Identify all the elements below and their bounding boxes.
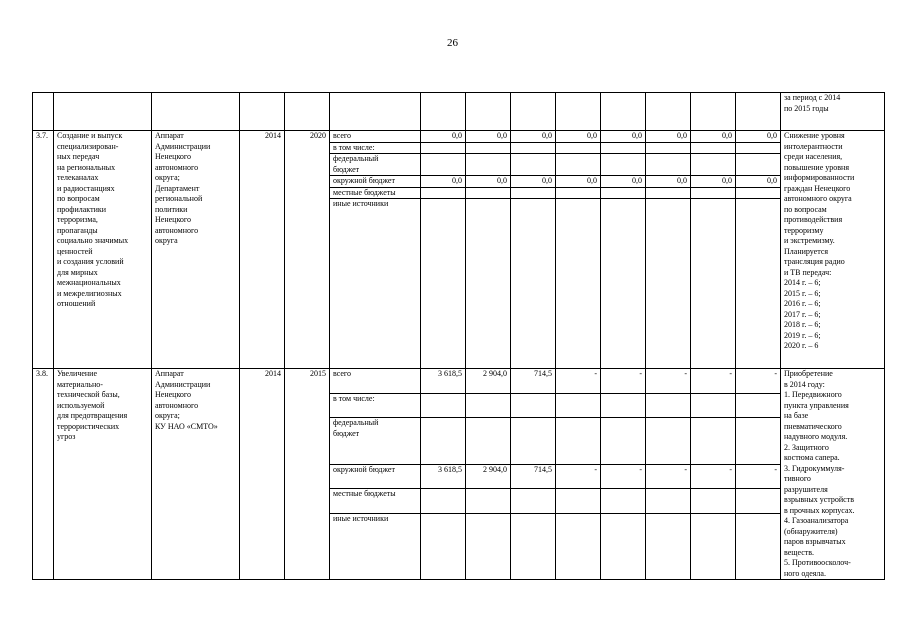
funding-value <box>556 489 601 514</box>
funding-value: 714,5 <box>511 464 556 489</box>
cell-value <box>421 93 466 131</box>
funding-source: иные источники <box>330 514 421 580</box>
funding-value: 0,0 <box>736 176 781 188</box>
table-row <box>33 131 885 143</box>
funding-value: 0,0 <box>691 176 736 188</box>
funding-value: - <box>646 464 691 489</box>
cell-start <box>240 93 285 131</box>
funding-value <box>556 154 601 176</box>
cell-value <box>466 93 511 131</box>
funding-value <box>691 142 736 154</box>
funding-value: 0,0 <box>556 131 601 143</box>
funding-value <box>556 187 601 199</box>
cell-name: Создание и выпуск специализирован- ных передач на региональных телеканалах и радиостанциях по вопросам профилактики терроризма, пропаганды социально значимых ценностей и создания условий для мирных межнациональных и межрелигиозных отношений <box>54 131 152 369</box>
cell-executor: Аппарат Администрации Ненецкого автономного округа; КУ НАО «СМТО» <box>152 369 240 580</box>
funding-value: - <box>556 464 601 489</box>
funding-value <box>736 187 781 199</box>
funding-value: 0,0 <box>511 176 556 188</box>
cell-end: 2015 <box>285 369 330 580</box>
funding-value <box>466 154 511 176</box>
funding-value: - <box>601 369 646 394</box>
funding-value <box>646 154 691 176</box>
funding-source: местные бюджеты <box>330 187 421 199</box>
funding-value <box>601 142 646 154</box>
funding-value: 0,0 <box>646 176 691 188</box>
funding-value <box>511 393 556 418</box>
funding-value <box>511 514 556 580</box>
funding-value <box>646 142 691 154</box>
cell-value <box>511 93 556 131</box>
cell-end: 2020 <box>285 131 330 369</box>
funding-value <box>736 142 781 154</box>
cell-source <box>330 93 421 131</box>
cell-start: 2014 <box>240 131 285 369</box>
cell-id: 3.8. <box>33 369 54 580</box>
funding-value <box>646 199 691 369</box>
funding-value: 714,5 <box>511 369 556 394</box>
funding-value: 0,0 <box>466 131 511 143</box>
funding-value <box>736 514 781 580</box>
cell-value <box>601 93 646 131</box>
funding-value: 0,0 <box>601 176 646 188</box>
funding-value <box>511 418 556 465</box>
funding-value <box>691 418 736 465</box>
funding-value: 0,0 <box>466 176 511 188</box>
funding-value <box>466 418 511 465</box>
funding-value <box>466 199 511 369</box>
cell-name <box>54 93 152 131</box>
funding-source: местные бюджеты <box>330 489 421 514</box>
table-row <box>33 369 885 394</box>
funding-value <box>466 489 511 514</box>
funding-value: 0,0 <box>646 131 691 143</box>
funding-value: - <box>646 369 691 394</box>
funding-value <box>601 514 646 580</box>
funding-value <box>736 393 781 418</box>
funding-value: - <box>691 369 736 394</box>
funding-value <box>511 489 556 514</box>
funding-value: 2 904,0 <box>466 369 511 394</box>
funding-value <box>556 142 601 154</box>
funding-value: - <box>736 464 781 489</box>
funding-value: 0,0 <box>511 131 556 143</box>
funding-value: - <box>556 369 601 394</box>
funding-source: иные источники <box>330 199 421 369</box>
funding-value: 0,0 <box>691 131 736 143</box>
funding-value <box>466 393 511 418</box>
funding-value <box>466 187 511 199</box>
cell-result: за период с 2014 по 2015 годы <box>781 93 885 131</box>
funding-value <box>511 187 556 199</box>
funding-source: федеральный бюджет <box>330 154 421 176</box>
funding-value: - <box>736 369 781 394</box>
funding-value <box>421 154 466 176</box>
funding-value <box>421 142 466 154</box>
funding-value: - <box>601 464 646 489</box>
funding-value <box>601 489 646 514</box>
funding-value: 0,0 <box>421 176 466 188</box>
cell-end <box>285 93 330 131</box>
cell-result: Снижение уровня интолерантности среди населения, повышение уровня информированности граждан Ненецкого автономного округа по вопросам противодействия терроризму и экстремизму. Планируется трансляция радио и ТВ передач: 2014 г. – 6; 2015 г. – 6; 2016 г. – 6; 2017 г. – 6; 2018 г. – 6; 2019 г. – 6; 2020 г. – 6 <box>781 131 885 369</box>
funding-source: всего <box>330 131 421 143</box>
funding-value <box>556 418 601 465</box>
funding-value <box>511 142 556 154</box>
funding-value <box>601 393 646 418</box>
funding-source: окружной бюджет <box>330 464 421 489</box>
funding-value: 3 618,5 <box>421 464 466 489</box>
funding-value <box>691 393 736 418</box>
funding-value <box>421 393 466 418</box>
funding-source: федеральный бюджет <box>330 418 421 465</box>
funding-value <box>601 199 646 369</box>
cell-value <box>556 93 601 131</box>
cell-executor: Аппарат Администрации Ненецкого автономного округа; Департамент региональной политики Ненецкого автономного округа <box>152 131 240 369</box>
funding-value <box>556 199 601 369</box>
funding-value <box>511 199 556 369</box>
cell-start: 2014 <box>240 369 285 580</box>
funding-value: 0,0 <box>556 176 601 188</box>
funding-value <box>691 514 736 580</box>
funding-value <box>646 514 691 580</box>
cell-id <box>33 93 54 131</box>
funding-value <box>691 199 736 369</box>
funding-value <box>421 187 466 199</box>
cell-result: Приобретение в 2014 году: 1. Передвижного пункта управления на базе пневматического надувного модуля. 2. Защитного костюма сапера. 3. Гидрокуммуля- тивного разрушителя взрывных устройств в прочных корпусах. 4. Газоанализатора (обнаружителя) паров взрывчатых веществ. 5. Противоосколоч- ного одеяла. <box>781 369 885 580</box>
funding-value <box>601 418 646 465</box>
funding-value <box>556 514 601 580</box>
funding-source: в том числе: <box>330 393 421 418</box>
funding-value: 3 618,5 <box>421 369 466 394</box>
funding-value <box>646 418 691 465</box>
funding-value <box>511 154 556 176</box>
cell-value <box>646 93 691 131</box>
funding-value <box>646 489 691 514</box>
cell-executor <box>152 93 240 131</box>
continuation-row <box>33 93 885 131</box>
funding-value <box>421 514 466 580</box>
funding-source: всего <box>330 369 421 394</box>
funding-value <box>466 142 511 154</box>
funding-value <box>691 489 736 514</box>
funding-source: окружной бюджет <box>330 176 421 188</box>
funding-value: - <box>691 464 736 489</box>
funding-value: 0,0 <box>421 131 466 143</box>
funding-value <box>646 393 691 418</box>
funding-value <box>421 418 466 465</box>
funding-source: в том числе: <box>330 142 421 154</box>
funding-value <box>736 489 781 514</box>
funding-value <box>736 154 781 176</box>
funding-value: 2 904,0 <box>466 464 511 489</box>
funding-value <box>601 187 646 199</box>
cell-name: Увеличение материально- технической базы, используемой для предотвращения террористических угроз <box>54 369 152 580</box>
funding-value: 0,0 <box>736 131 781 143</box>
table-body <box>33 93 885 580</box>
funding-value <box>466 514 511 580</box>
program-measures-table <box>32 92 885 580</box>
funding-value <box>601 154 646 176</box>
funding-value <box>646 187 691 199</box>
funding-value <box>421 199 466 369</box>
cell-value <box>691 93 736 131</box>
funding-value <box>691 187 736 199</box>
cell-id: 3.7. <box>33 131 54 369</box>
page-number: 26 <box>447 37 458 49</box>
funding-value <box>736 418 781 465</box>
funding-value <box>691 154 736 176</box>
cell-value <box>736 93 781 131</box>
funding-value: 0,0 <box>601 131 646 143</box>
funding-value <box>556 393 601 418</box>
funding-value <box>736 199 781 369</box>
funding-value <box>421 489 466 514</box>
